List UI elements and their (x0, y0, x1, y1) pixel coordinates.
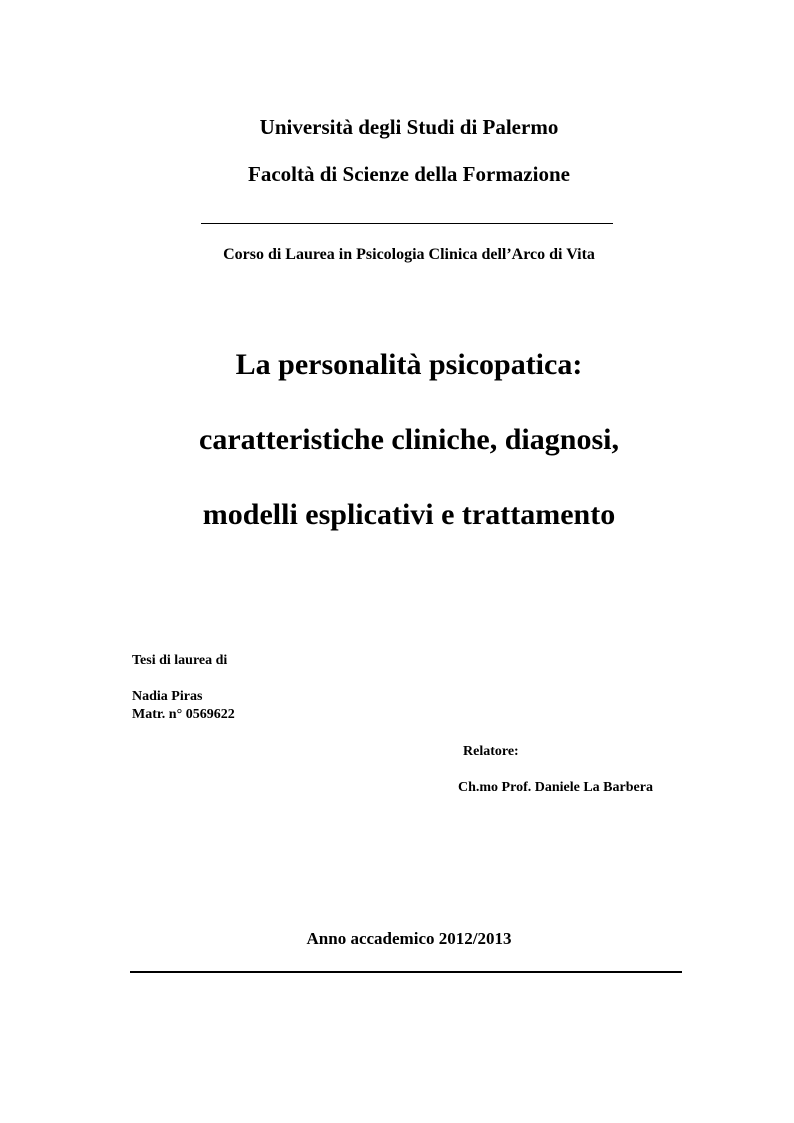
supervisor-name: Ch.mo Prof. Daniele La Barbera (458, 780, 653, 795)
author-matricola: Matr. n° 0569622 (132, 707, 235, 722)
academic-year: Anno accademico 2012/2013 (306, 929, 512, 948)
thesis-title-line-2: caratteristiche cliniche, diagnosi, (199, 423, 619, 456)
supervisor-label: Relatore: (463, 744, 519, 759)
faculty-name: Facoltà di Scienze della Formazione (248, 162, 570, 186)
author-label: Tesi di laurea di (132, 653, 228, 668)
header-divider (201, 223, 613, 224)
course-name: Corso di Laurea in Psicologia Clinica dell’Arco di Vita (223, 246, 595, 263)
university-name: Università degli Studi di Palermo (259, 115, 559, 139)
footer-divider (130, 971, 682, 973)
author-name: Nadia Piras (132, 689, 203, 704)
thesis-title-line-1: La personalità psicopatica: (235, 348, 583, 381)
thesis-title-line-3: modelli esplicativi e trattamento (202, 498, 616, 531)
